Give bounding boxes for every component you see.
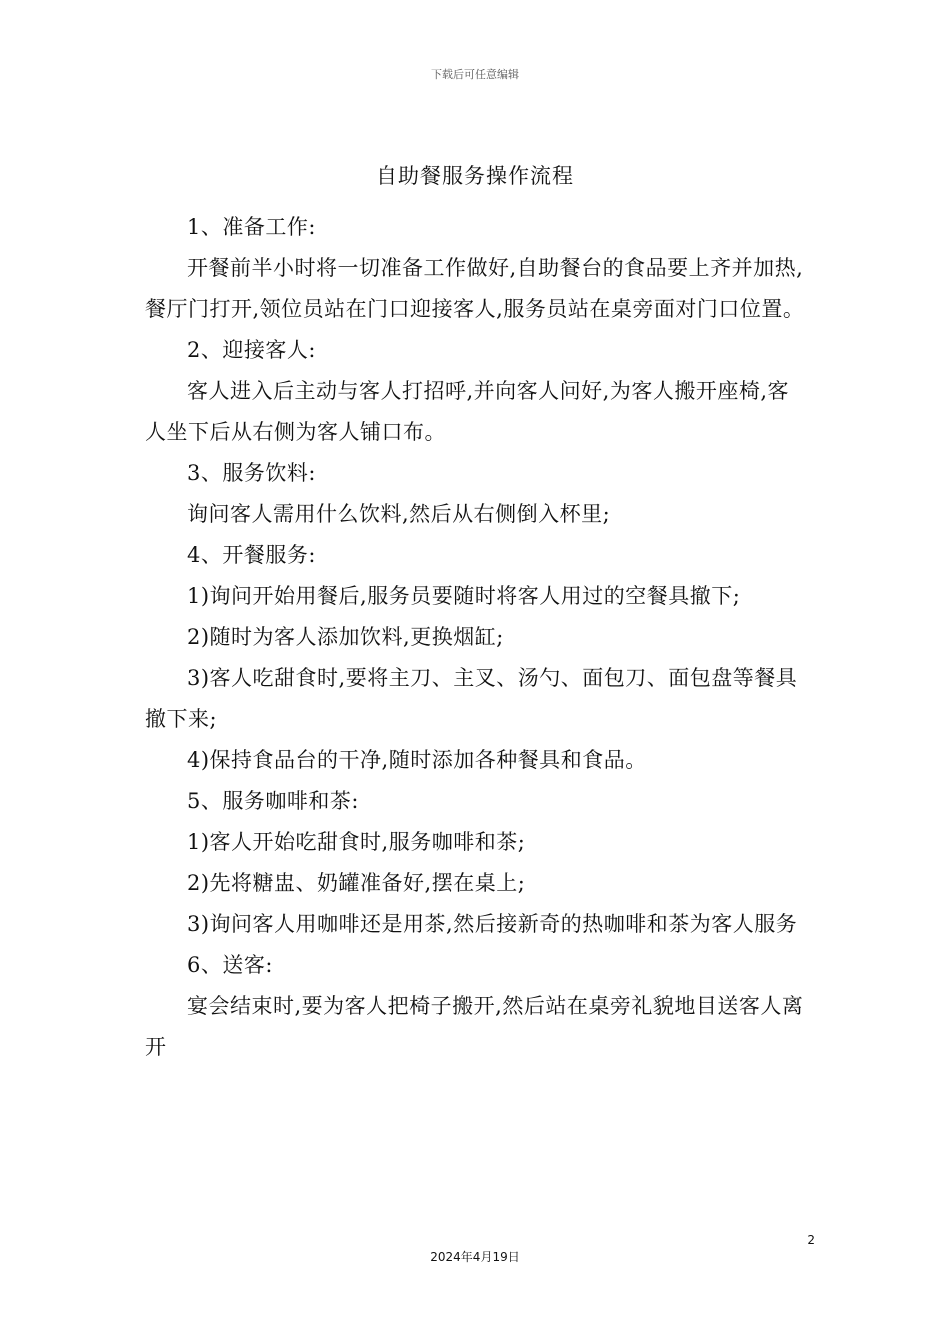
document-body xyxy=(145,207,810,1068)
document-title: 自助餐服务操作流程 xyxy=(376,164,574,188)
list-item: 3)询问客人用咖啡还是用茶,然后接新奇的热咖啡和茶为客人服务 xyxy=(187,912,798,936)
list-item: 3)客人吃甜食时,要将主刀、主叉、汤勺、面包刀、面包盘等餐具撤下来; xyxy=(145,666,798,731)
section-heading-meal-service: 4、开餐服务: xyxy=(187,543,316,567)
paragraph-drinks: 询问客人需用什么饮料,然后从右侧倒入杯里; xyxy=(187,502,611,526)
section-heading-greeting: 2、迎接客人: xyxy=(187,338,316,362)
list-item: 2)先将糖盅、奶罐准备好,摆在桌上; xyxy=(187,871,526,895)
section-heading-preparation: 1、准备工作: xyxy=(187,215,316,239)
section-heading-farewell: 6、送客: xyxy=(187,953,273,977)
section-heading-drinks: 3、服务饮料: xyxy=(187,461,316,485)
paragraph-farewell: 宴会结束时,要为客人把椅子搬开,然后站在桌旁礼貌地目送客人离开 xyxy=(145,994,804,1059)
page-header-note: 下载后可任意编辑 xyxy=(431,68,519,81)
list-item: 2)随时为客人添加饮料,更换烟缸; xyxy=(187,625,504,649)
paragraph-preparation: 开餐前半小时将一切准备工作做好,自助餐台的食品要上齐并加热,餐厅门打开,领位员站在门口迎接客人,服务员站在桌旁面对门口位置。 xyxy=(145,256,805,321)
section-heading-coffee-tea: 5、服务咖啡和茶: xyxy=(187,789,359,813)
list-item: 1)客人开始吃甜食时,服务咖啡和茶; xyxy=(187,830,526,854)
list-item: 1)询问开始用餐后,服务员要随时将客人用过的空餐具撤下; xyxy=(187,584,741,608)
footer-date: 2024年4月19日 xyxy=(430,1250,520,1264)
paragraph-greeting: 客人进入后主动与客人打招呼,并向客人问好,为客人搬开座椅,客人坐下后从右侧为客人铺口布。 xyxy=(145,379,790,444)
list-item: 4)保持食品台的干净,随时添加各种餐具和食品。 xyxy=(187,748,647,772)
page-number: 2 xyxy=(807,1233,815,1247)
